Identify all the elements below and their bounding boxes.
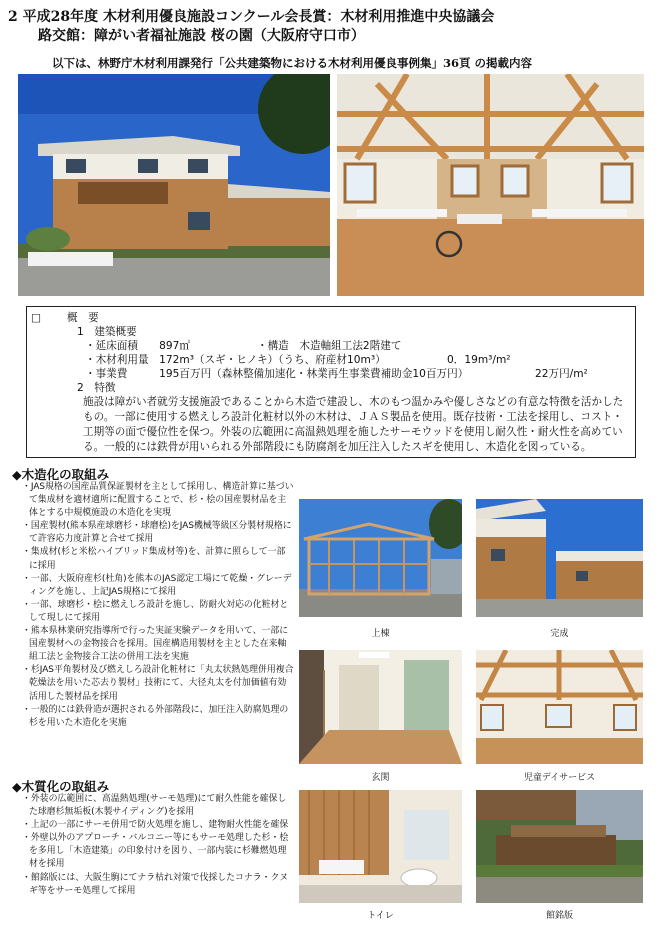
- floor-area: ・延床面積 897㎡: [85, 340, 190, 352]
- list-item: ・外装の広範囲に、高温熱処理(サーモ処理)にて耐久性能を確保した球磨杉無垢板(木製サイディング)を採用: [22, 794, 287, 818]
- overview-box: [26, 306, 636, 458]
- list-item: ・杉JAS平角製材及び燃えしろ設計化粧材に「丸太状熱処理併用複合乾燥法を用いた芯去り製材」技術にて、大径丸太を付加価値有効活用した製材品を採用: [22, 665, 294, 702]
- wood-construction-list: [22, 481, 294, 730]
- caption-framing: 上棟: [371, 629, 390, 639]
- overview-checkbox-mark: □: [31, 312, 42, 324]
- source-note: 以下は、林野庁木材利用課発行「公共建築物における木材利用優良事例集」36頁 の掲載内容: [52, 56, 533, 70]
- overview-section-1: 1 建築概要: [77, 326, 137, 338]
- toilet-photo: [299, 790, 462, 903]
- day-service-photo: [476, 650, 643, 764]
- overview-heading: 概 要: [67, 312, 99, 324]
- list-item: ・外壁以外のアプローチ・バルコニー等にもサーモ処理した杉・桧を多用し「木造建築」の印象付けを図り、一部内装に杉難燃処理材を採用: [22, 833, 289, 870]
- wood-finish-list: [22, 793, 294, 898]
- list-item: ・一部、大阪府産杉(杜角)を熊本のJAS認定工場にて乾燥・グレーディングを施し、上記JAS規格にて採用: [22, 573, 292, 597]
- nameplate-photo: [476, 790, 643, 903]
- caption-completed: 完成: [550, 629, 569, 639]
- list-item: ・集成材(杉と米松ハイブリッド集成材等)を、計算に照らして一部に採用: [22, 547, 286, 571]
- entrance-photo: [299, 650, 462, 764]
- caption-day-service: 児童デイサービス: [523, 773, 596, 783]
- overview-section-2: 2 特徴: [77, 382, 116, 394]
- structure: ・構造 木造軸組工法2階建て: [257, 340, 402, 352]
- wood-finish-heading: ◆木質化の取組み: [12, 779, 110, 794]
- page-title: 2 平成28年度 木材利用優良施設コンクール会長賞：木材利用推進中央協議会: [8, 9, 495, 25]
- exterior-photo: [18, 74, 330, 296]
- framing-photo: [299, 499, 462, 617]
- list-item: ・熊本県林業研究指導所で行った実証実験データを用いて、一部に国産製材への金物接合を採用。国産構造用製材を主とした在来軸組工法と金物接合工法の併用工法を実施: [22, 626, 289, 663]
- list-item: ・上記の一部にサーモ併用で防火処理を施し、建物耐火性能を確保: [22, 820, 289, 831]
- wood-construction-heading: ◆木造化の取組み: [12, 467, 110, 482]
- wood-volume-per-area: 0．19m³/m²: [447, 354, 511, 366]
- project-cost: ・事業費 195百万円（森林整備加速化・林業再生事業費補助金10百万円）: [85, 368, 469, 380]
- interior-photo: [337, 74, 644, 296]
- list-item: ・一部、球磨杉・桧に燃えしろ設計を施し、防耐火対応の化粧材として現しにて採用: [22, 599, 289, 623]
- wood-volume: ・木材利用量 172m³（スギ・ヒノキ）（うち、府産材10m³）: [85, 354, 386, 366]
- list-item: ・一般的には鉄骨造が選択される外部階段に、加圧注入防腐処理の杉を用いた木造化を実施: [22, 704, 289, 728]
- list-item: ・JAS規格の国産品質保証製材を主として採用し、構造計算に基づいて集成材を適材適所に配置することで、杉・桧の国産製材品を主体とする中規模施設の木造化を実現: [22, 482, 294, 519]
- cost-per-area: 22万円/m²: [535, 368, 588, 380]
- list-item: ・国産製材(熊本県産球磨杉・球磨桧)をJAS機械等級区分製材規格にて許容応力度計算と合せて採用: [22, 521, 292, 545]
- caption-toilet: トイレ: [367, 911, 394, 921]
- completed-photo: [476, 499, 643, 617]
- list-item: ・館銘版には、大阪生駒にてナラ枯れ対策で伐採したコナラ・クヌギ等をサーモ処理して採用: [22, 872, 289, 896]
- features-paragraph: 施設は障がい者就労支援施設であることから木造で建設し、木のもつ温かみや優しさなどの有意な特徴を活かしたもの。一部に使用する燃えしろ設計化粧材以外の木材は、ＪＡＳ製品を使用。既存技術・工法を採用し、コスト・工期等の面で優位性を保つ。外装の広範囲に高温熱処理を施したサーモウッドを使用し耐久性・耐火性を高めている。一般的には鉄骨が用いられる外部階段にも防腐剤を加圧注入したスギを使用し、木造化を図っている。: [83, 396, 624, 453]
- caption-entrance: 玄関: [371, 773, 390, 783]
- caption-nameplate: 館銘版: [545, 911, 573, 921]
- facility-title: 路交館：障がい者福祉施設 桜の園（大阪府守口市）: [38, 28, 365, 44]
